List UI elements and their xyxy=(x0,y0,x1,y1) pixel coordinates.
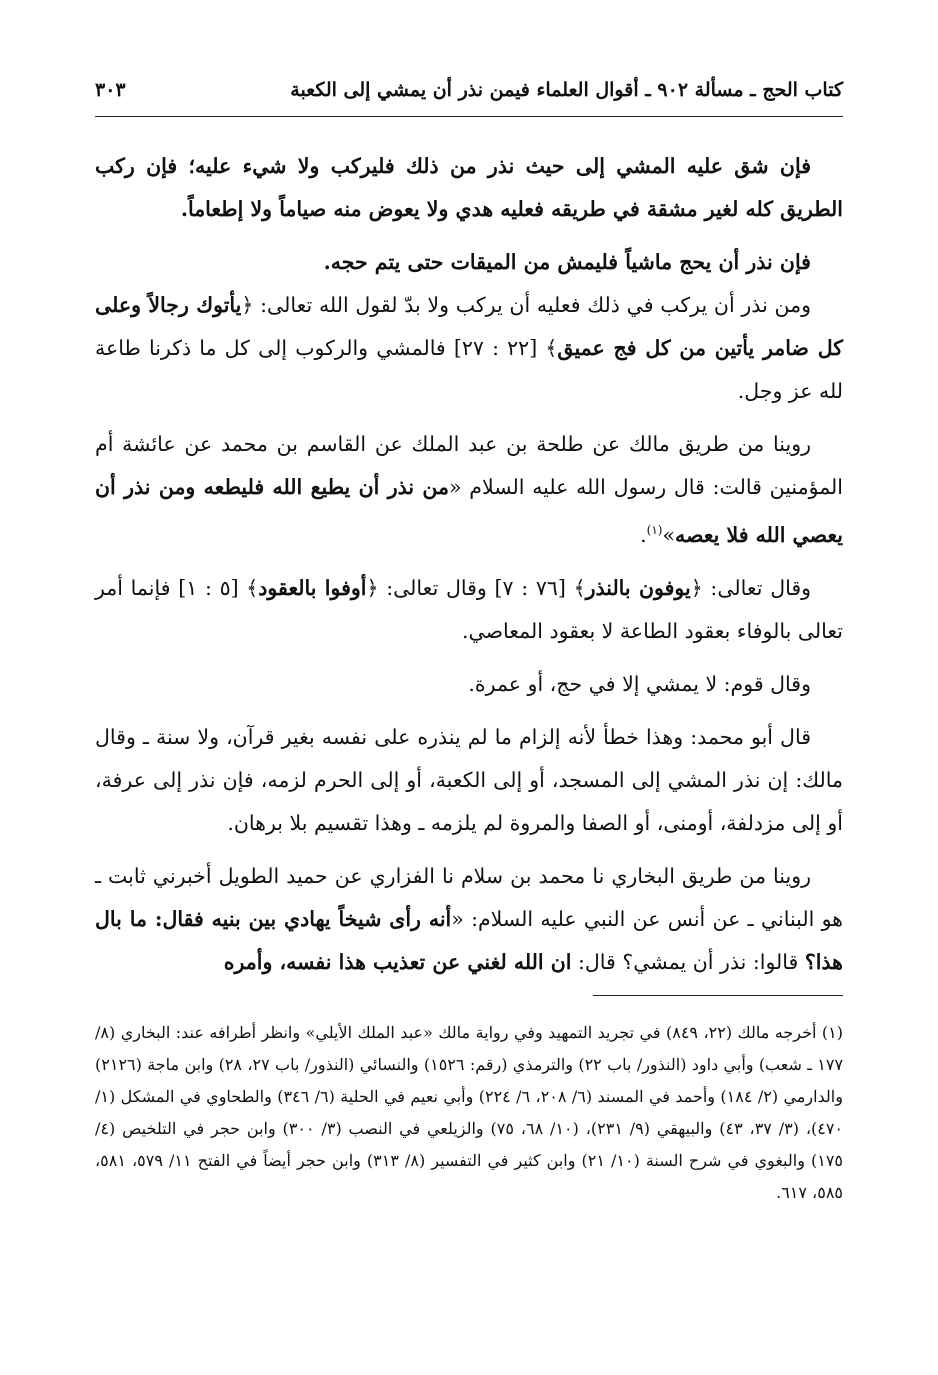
paragraph xyxy=(95,567,843,653)
paragraph xyxy=(95,855,843,984)
header-divider xyxy=(95,116,843,117)
paragraph-text: روينا من طريق مالك عن طلحة بن عبد الملك عن القاسم بن محمد عن عائشة أم المؤمنين قالت: قال رسول الله عليه السلام « xyxy=(95,432,843,499)
running-title: كتاب الحج ـ مسألة ٩٠٢ ـ أقوال العلماء فيمن نذر أن يمشي إلى الكعبة xyxy=(290,79,843,101)
paragraph-text: وقال تعالى: ﴿ xyxy=(690,575,812,600)
page-header xyxy=(95,70,843,110)
paragraph: فإن شق عليه المشي إلى حيث نذر من ذلك فليركب ولا شيء عليه؛ فإن ركب الطريق كله لغير مشقة في طريقه فعليه هدي ولا يعوض منه صياماً ولا إطعاماً. xyxy=(95,154,843,221)
paragraph-text: ﴾ [٧٦ : ٧] وقال تعالى: ﴿ xyxy=(366,575,586,600)
paragraph-text: ومن نذر أن يركب في ذلك فعليه أن يركب ولا بدّ لقول الله تعالى: ﴿ xyxy=(241,293,811,317)
paragraph-text: ﴾ [٥ : ١] فإنما أمر تعالى بالوفاء بعقود الطاعة لا بعقود المعاصي. xyxy=(95,575,843,643)
paragraph: فإن نذر أن يحج ماشياً فليمش من الميقات حتى يتم حجه. xyxy=(323,250,811,274)
main-text xyxy=(95,145,843,994)
footnote: (١) أخرجه مالك (٢٢، ٨٤٩) في تجريد التمهيد وفي رواية مالك «عبد الملك الأيلي» وانظر أطرافه عند: البخاري (٨/ ١٧٧ ـ شعب) وأبي داود (النذور/ باب ٢٢) والترمذي (رقم: ١٥٢٦) والنسائي (النذور/ باب ٢٧، ٢٨) وابن ماجة (٢١٢٦) والدارمي (٢/ ١٨٤) وأحمد في المسند (٦/ ٢٠٨، ٦/ ٢٢٤) وأبي نعيم في الحلية (٦/ ٣٤٦) والطحاوي في المشكل (١/ ٤٧٠)، (٣/ ٣٧، ٤٣) والبيهقي (٩/ ٢٣١)، (١٠/ ٦٨، ٧٥) والزيلعي في النصب (٣/ ٣٠٠) وابن حجر في التلخيص (٤/ ١٧٥) والبغوي في شرح السنة (١٠/ ٢١) وابن كثير في التفسير (٨/ ٣١٣) وابن حجر أيضاً في الفتح ١١/ ٥٧٩، ٥٨١، ٥٨٥، ٦١٧. xyxy=(95,1023,844,1202)
paragraph-text: روينا من طريق البخاري نا محمد بن سلام نا الفزاري عن حميد الطويل أخبرني ثابت ـ هو البناني ـ عن أنس عن النبي عليه السلام: « xyxy=(95,863,843,931)
paragraph: قال أبو محمد: وهذا خطأ لأنه إلزام ما لم ينذره على نفسه بغير قرآن، ولا سنة ـ وقال مالك: إن نذر المشي إلى المسجد، أو إلى الكعبة، أو إلى الحرم لزمه، فإن نذر إلى عرفة، أو إلى مزدلفة، أومنى، أو الصفا والمروة لم يلزمه ـ وهذا تقسيم بلا برهان. xyxy=(95,724,843,835)
footnote-divider xyxy=(593,995,843,996)
paragraph-text: » xyxy=(662,522,676,547)
hadith-text: من نذر أن يطيع الله فليطعه ومن نذر أن يعصي الله فلا يعصه xyxy=(95,475,843,547)
paragraph xyxy=(95,423,843,557)
hadith-text: ان الله لغني عن تعذيب هذا نفسه، وأمره xyxy=(223,949,572,974)
footnote-ref: (١) xyxy=(646,523,663,537)
paragraph: وقال قوم: لا يمشي إلا في حج، أو عمرة. xyxy=(468,671,811,696)
quran-verse: أوفوا بالعقود xyxy=(258,575,367,600)
paragraph-text: ﴾ [٢٢ : ٢٧] فالمشي والركوب إلى كل ما ذكرنا طاعة لله عز وجل. xyxy=(95,336,843,403)
paragraph-text: قالوا: نذر أن يمشي؟ قال: xyxy=(571,949,805,974)
quran-verse: يأتوك رجالاً وعلى كل ضامر يأتين من كل فج عميق xyxy=(95,293,843,360)
quran-verse: يوفون بالنذر xyxy=(585,575,691,600)
paragraph xyxy=(95,284,843,413)
hadith-text: أنه رأى شيخاً يهادي بين بنيه فقال: ما بال هذا؟ xyxy=(95,906,843,974)
paragraph-text: . xyxy=(640,522,647,547)
page-number: ٣٠٣ xyxy=(95,79,126,101)
